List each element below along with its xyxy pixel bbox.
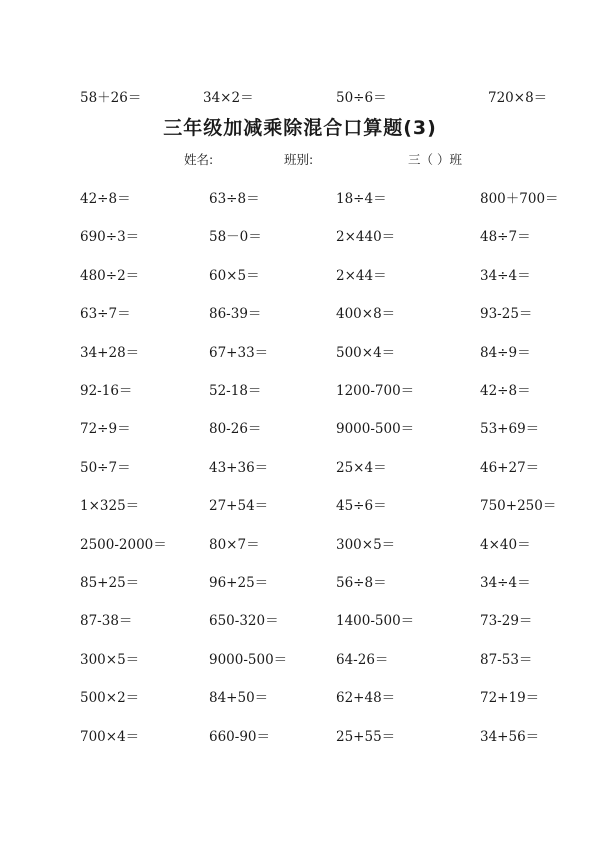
- problem: 9000-500＝: [209, 651, 288, 668]
- problem: 60×5＝: [209, 267, 260, 284]
- problem-row: [0, 648, 600, 672]
- page-title: 三年级加减乘除混合口算题(3): [163, 117, 437, 139]
- problem: 58＋26＝: [80, 90, 142, 106]
- problem: 73-29＝: [480, 613, 533, 630]
- problem: 72+19＝: [480, 690, 540, 707]
- problem: 52-18＝: [209, 383, 262, 399]
- name-label: 姓名:: [184, 152, 214, 167]
- problem: 87-38＝: [80, 613, 133, 630]
- problem: 48÷7＝: [480, 229, 531, 246]
- problem: 46+27＝: [480, 459, 540, 476]
- problem-row: [0, 533, 600, 557]
- problem: 690÷3＝: [80, 229, 140, 246]
- problem-row: [0, 264, 600, 288]
- problem: 62+48＝: [336, 690, 396, 707]
- problem-row: [0, 725, 600, 749]
- problem: 85+25＝: [80, 575, 140, 591]
- problem: 93-25＝: [480, 306, 533, 323]
- problem-row: [0, 187, 600, 211]
- problem: 500×4＝: [336, 344, 396, 361]
- problem: 34÷4＝: [480, 267, 531, 284]
- problem-row: [0, 494, 600, 518]
- problem: 72÷9＝: [80, 421, 131, 438]
- problem: 50÷6＝: [336, 90, 387, 106]
- problem: 2×44＝: [336, 267, 387, 284]
- problem: 96+25＝: [209, 575, 269, 591]
- problem: 34÷4＝: [480, 575, 531, 591]
- problem: 50÷7＝: [80, 459, 131, 476]
- problem: 42÷8＝: [480, 383, 531, 399]
- problem: 45÷6＝: [336, 498, 387, 515]
- problem-row: [0, 571, 600, 595]
- problem: 80×7＝: [209, 536, 260, 553]
- problem: 67+33＝: [209, 344, 269, 361]
- problem: 18÷4＝: [336, 191, 387, 207]
- problem: 43+36＝: [209, 459, 269, 476]
- problem: 700×4＝: [80, 728, 140, 745]
- problem: 9000-500＝: [336, 421, 415, 438]
- problem: 2×440＝: [336, 229, 396, 246]
- problem-row: [0, 379, 600, 403]
- top-problem-row: [0, 86, 600, 110]
- problem: 34×2＝: [203, 90, 254, 106]
- problem: 800＋700＝: [480, 191, 559, 207]
- problem: 300×5＝: [336, 536, 396, 553]
- problem: 300×5＝: [80, 651, 140, 668]
- problem: 34+28＝: [80, 344, 140, 361]
- problem: 400×8＝: [336, 306, 396, 323]
- problem: 63÷8＝: [209, 191, 260, 207]
- problem: 56÷8＝: [336, 575, 387, 591]
- problem: 84+50＝: [209, 690, 269, 707]
- problem: 53+69＝: [480, 421, 540, 438]
- problem: 64-26＝: [336, 651, 389, 668]
- problem: 80-26＝: [209, 421, 262, 438]
- problem: 650-320＝: [209, 613, 279, 630]
- problem: 720×8＝: [488, 90, 548, 106]
- problem-row: [0, 456, 600, 480]
- problem-row: [0, 225, 600, 249]
- problem: 4×40＝: [480, 536, 531, 553]
- problem: 660-90＝: [209, 728, 271, 745]
- grade-label: 三（ ）班: [408, 152, 462, 167]
- problem: 63÷7＝: [80, 306, 131, 323]
- problem-row: [0, 302, 600, 326]
- problem: 1200-700＝: [336, 383, 415, 399]
- problem: 25×4＝: [336, 459, 387, 476]
- problem: 480÷2＝: [80, 267, 140, 284]
- problem: 1400-500＝: [336, 613, 415, 630]
- problem: 750+250＝: [480, 498, 557, 515]
- problem-row: [0, 417, 600, 441]
- problem: 58－0＝: [209, 229, 262, 246]
- problem: 500×2＝: [80, 690, 140, 707]
- problem: 86-39＝: [209, 306, 262, 323]
- problem: 27+54＝: [209, 498, 269, 515]
- class-label: 班别:: [284, 152, 314, 167]
- problem: 92-16＝: [80, 383, 133, 399]
- problem: 87-53＝: [480, 651, 533, 668]
- problem-row: [0, 609, 600, 633]
- problem: 1×325＝: [80, 498, 140, 515]
- problem-row: [0, 341, 600, 365]
- problem: 42÷8＝: [80, 191, 131, 207]
- student-info-line: [0, 150, 600, 172]
- problem: 2500-2000＝: [80, 536, 167, 553]
- problem: 84÷9＝: [480, 344, 531, 361]
- problem: 34+56＝: [480, 728, 540, 745]
- problem-row: [0, 686, 600, 710]
- problem: 25+55＝: [336, 728, 396, 745]
